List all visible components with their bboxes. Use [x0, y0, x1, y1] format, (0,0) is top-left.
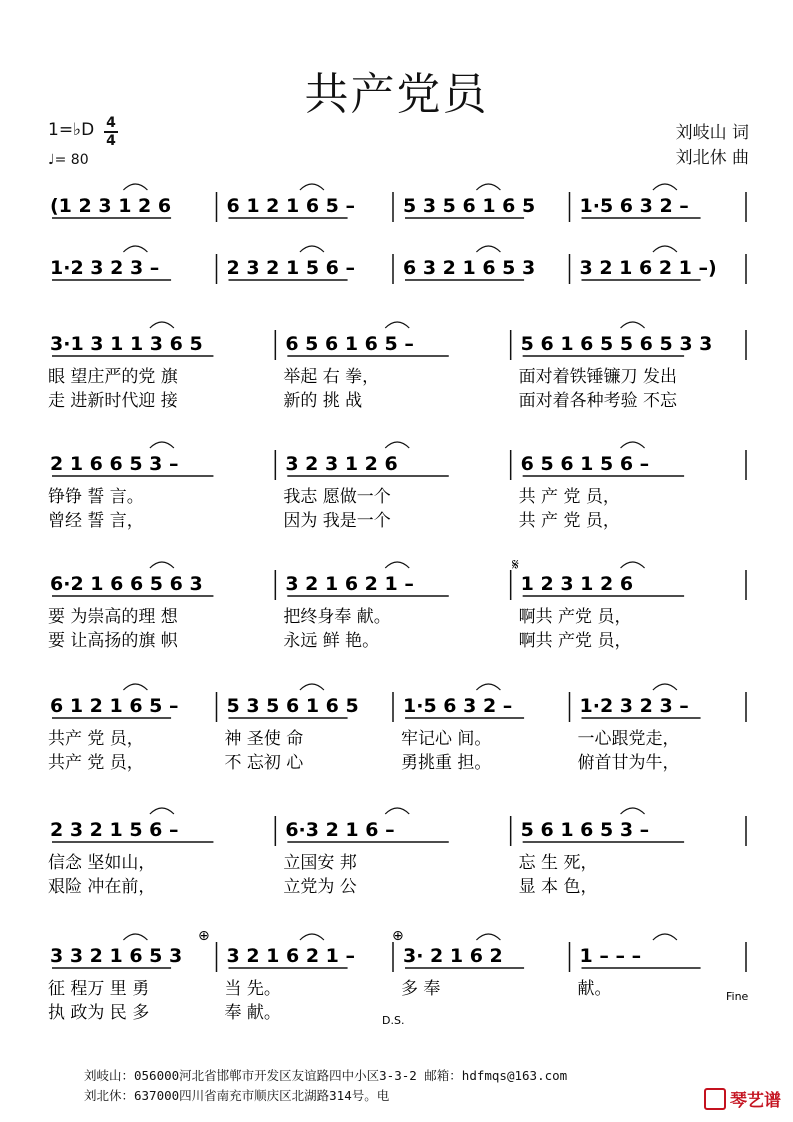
lyric-text: 立国安 邦 — [283, 853, 357, 873]
lyric-text: 举起 右 拳， — [283, 367, 380, 387]
slur-mark — [300, 934, 324, 940]
slur-mark — [385, 808, 409, 814]
slur-mark — [150, 808, 174, 814]
measure-notes: (1 2 3 1 2 6 — [50, 195, 172, 217]
measure-notes: 5 3 5 6 1 6 5 — [226, 695, 359, 717]
measure-notes: 6 3 2 1 6 5 3 — [403, 257, 536, 279]
measure-notes: 3 2 1 6 2 1 –) — [579, 257, 717, 279]
lyric-text: 曾经 誓 言， — [48, 511, 144, 531]
measure-notes: 1·5 6 3 2 – — [579, 195, 689, 217]
time-signature-top: 4 — [106, 115, 116, 131]
lyric-text: 当 先。 — [224, 979, 281, 999]
slur-mark — [150, 322, 174, 328]
slur-mark — [385, 322, 409, 328]
measure-notes: 3·1 3 1 1 3 6 5 — [50, 333, 203, 355]
measure-notes: 5 3 5 6 1 6 5 — [403, 195, 536, 217]
lyric-text: 立党为 公 — [283, 877, 357, 897]
slur-mark — [123, 684, 147, 690]
slur-mark — [123, 246, 147, 252]
slur-mark — [150, 562, 174, 568]
lyric-text: 共产 党 员， — [48, 729, 144, 749]
measure-notes: 5 6 1 6 5 5 6 5 3 3 — [520, 333, 713, 355]
slur-mark — [476, 934, 500, 940]
lyric-text: 献。 — [577, 979, 612, 999]
measure-notes: 6 1 2 1 6 5 – — [50, 695, 179, 717]
page-title: 共产党员 — [304, 69, 489, 120]
measure-notes: 1·2 3 2 3 – — [50, 257, 160, 279]
lyric-text: 要 让高扬的旗 帜 — [48, 631, 178, 651]
slur-mark — [300, 184, 324, 190]
lyric-text: 共 产 党 员， — [518, 511, 620, 531]
measure-notes: 1 – – – — [579, 945, 642, 967]
measure-notes: 6 5 6 1 6 5 – — [285, 333, 414, 355]
lyric-text: 面对着各种考验 不忘 — [518, 391, 678, 411]
measure-notes: 2 3 2 1 5 6 – — [50, 819, 179, 841]
measure-notes: 6·2 1 6 6 5 6 3 — [50, 573, 203, 595]
lyric-text: 多 奉 — [401, 979, 441, 999]
lyric-text: 信念 坚如山， — [48, 853, 156, 873]
measure-notes: 1·2 3 2 3 – — [579, 695, 689, 717]
lyric-text: 俯首甘为牛， — [577, 753, 680, 773]
logo-text: 琴艺谱 — [730, 1091, 781, 1111]
slur-mark — [476, 246, 500, 252]
lyric-text: 新的 挑 战 — [283, 391, 363, 411]
measure-notes: 3· 2 1 6 2 — [403, 945, 503, 967]
lyric-text: 啊共 产党 员， — [518, 631, 632, 651]
tempo-marking: ♩= 80 — [48, 152, 89, 168]
lyric-text: 面对着铁锤镰刀 发出 — [518, 367, 678, 387]
footer-address-2: 刘北休：637000四川省南充市顺庆区北湖路314号。电 — [84, 1088, 390, 1103]
lyric-text: 一心跟党走， — [577, 729, 680, 749]
segno-icon: 𝄋 — [512, 555, 519, 574]
lyric-text: 共产 党 员， — [48, 753, 144, 773]
slur-mark — [653, 934, 677, 940]
measure-notes: 3 2 1 6 2 1 – — [226, 945, 356, 967]
lyric-text: 永远 鲜 艳。 — [283, 631, 380, 651]
measure-notes: 3 3 2 1 6 5 3 — [50, 945, 183, 967]
slur-mark — [653, 184, 677, 190]
slur-mark — [150, 442, 174, 448]
lyric-text: 共 产 党 员， — [518, 487, 620, 507]
key-signature: 1=♭D — [48, 120, 95, 140]
slur-mark — [123, 934, 147, 940]
measure-notes: 6 5 6 1 5 6 – — [520, 453, 650, 475]
slur-mark — [621, 808, 645, 814]
lyric-text: 铮铮 誓 言。 — [48, 487, 144, 507]
slur-mark — [621, 562, 645, 568]
lyric-text: 我志 愿做一个 — [283, 487, 391, 507]
lyric-text: 忘 生 死， — [518, 853, 598, 873]
lyric-text: 执 政为 民 多 — [48, 1003, 150, 1023]
time-signature-bottom: 4 — [106, 133, 116, 149]
slur-mark — [385, 562, 409, 568]
measure-notes: 1 2 3 1 2 6 — [520, 573, 634, 595]
lyricist-credit: 刘岐山 词 — [675, 123, 749, 143]
lyric-text: 眼 望庄严的党 旗 — [48, 367, 178, 387]
lyric-text: 把终身奉 献。 — [283, 607, 391, 627]
coda-icon: ⊕ — [198, 928, 210, 944]
coda-icon: ⊕ — [392, 928, 404, 944]
slur-mark — [621, 442, 645, 448]
site-logo — [704, 1086, 781, 1111]
lyric-text: 要 为崇高的理 想 — [48, 607, 178, 627]
ds-marking: D.S. — [382, 1014, 405, 1027]
slur-mark — [621, 322, 645, 328]
slur-mark — [653, 684, 677, 690]
measure-notes: 2 1 6 6 5 3 – — [50, 453, 179, 475]
slur-mark — [653, 246, 677, 252]
measure-notes: 1·5 6 3 2 – — [403, 695, 513, 717]
slur-mark — [476, 184, 500, 190]
slur-mark — [385, 442, 409, 448]
slur-mark — [123, 184, 147, 190]
measure-notes: 3 2 1 6 2 1 – — [285, 573, 414, 595]
lyric-text: 走 进新时代迎 接 — [48, 391, 178, 411]
footer-address-1: 刘岐山：056000河北省邯郸市开发区友谊路四中小区3-3-2 邮箱：hdfmqs@163.com — [84, 1068, 568, 1083]
lyric-text: 征 程万 里 勇 — [48, 979, 150, 999]
lyric-text: 啊共 产党 员， — [518, 607, 632, 627]
lyric-text: 神 圣使 命 — [224, 729, 304, 749]
lyric-text: 牢记心 间。 — [401, 729, 492, 749]
measure-notes: 3 2 3 1 2 6 — [285, 453, 398, 475]
lyric-text: 显 本 色， — [518, 877, 598, 897]
lyric-text: 勇挑重 担。 — [401, 753, 492, 773]
lyric-text: 奉 献。 — [224, 1003, 281, 1023]
measure-notes: 6·3 2 1 6 – — [285, 819, 395, 841]
fine-marking: Fine — [726, 990, 749, 1003]
measure-notes: 2 3 2 1 5 6 – — [226, 257, 356, 279]
composer-credit: 刘北休 曲 — [675, 148, 749, 168]
slur-mark — [476, 684, 500, 690]
slur-mark — [300, 246, 324, 252]
slur-mark — [300, 684, 324, 690]
lyric-text: 因为 我是一个 — [283, 511, 391, 531]
lyric-text: 不 忘初 心 — [224, 753, 304, 773]
lyric-text: 艰险 冲在前， — [48, 877, 156, 897]
measure-notes: 6 1 2 1 6 5 – — [226, 195, 356, 217]
logo-mark-icon — [704, 1088, 726, 1110]
measure-notes: 5 6 1 6 5 3 – — [520, 819, 650, 841]
